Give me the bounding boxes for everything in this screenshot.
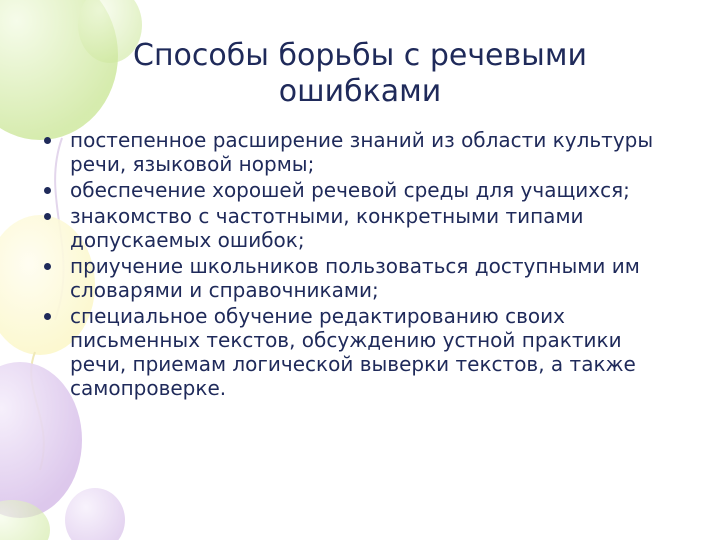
slide-title: [90, 38, 630, 110]
slide-title-line: ошибками: [278, 74, 442, 109]
bullet-dot-icon: [44, 187, 51, 194]
slide-title-line: Способы борьбы с речевыми: [133, 38, 587, 73]
bullet-item: [40, 204, 680, 252]
bullet-dot-icon: [44, 313, 51, 320]
bullet-item: [40, 128, 680, 176]
bullet-dot-icon: [44, 137, 51, 144]
bullet-item: [40, 304, 680, 400]
bullet-item: [40, 254, 680, 302]
bullet-text: знакомство с частотными, конкретными типами допускаемых ошибок;: [70, 204, 584, 252]
balloon-lilac-small: [65, 488, 125, 540]
bullet-text: обеспечение хорошей речевой среды для учащихся;: [70, 178, 630, 202]
bullet-text: специальное обучение редактированию своих письменных текстов, обсуждению устной практики речи, приемам логической выверки текстов, а также самопроверке.: [70, 304, 636, 400]
bullet-dot-icon: [44, 213, 51, 220]
bullet-text: постепенное расширение знаний из области культуры речи, языковой нормы;: [70, 128, 654, 176]
bullet-text: приучение школьников пользоваться доступными им словарями и справочниками;: [70, 254, 640, 302]
bullet-item: [40, 178, 680, 202]
bullet-list: [40, 128, 680, 402]
bullet-dot-icon: [44, 263, 51, 270]
